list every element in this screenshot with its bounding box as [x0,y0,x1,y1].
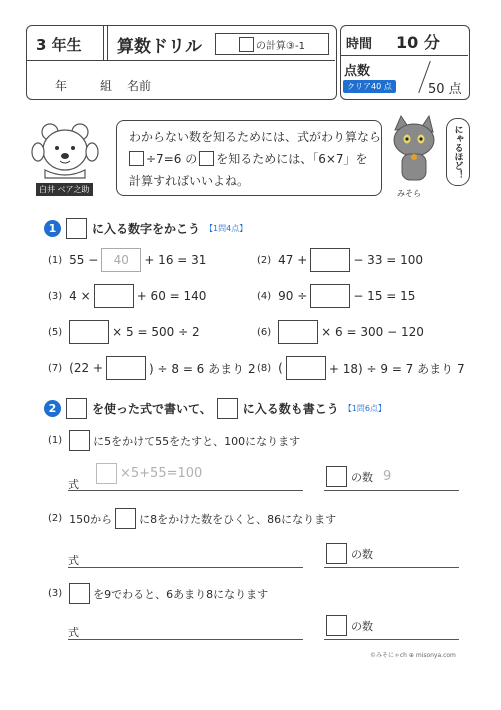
intro-line-1: わからない数を知るためには、式がわり算なら [129,130,382,144]
problem-8: (8) ( + 18) ÷ 9 = 7 あまり 7 [257,356,465,380]
intro-line-3: 計算すればいいよね。 [129,174,250,188]
word-problem-2: (2) 150から に8をかけた数をひくと、86になります [48,508,336,529]
blank-box-icon [239,37,254,52]
intro-line-2 [129,150,368,167]
clear-badge: クリア40 点 [343,80,396,93]
problem-1: (1) 55 − 40 + 16 = 31 [48,248,206,272]
section1-instruction: に入る数字をかこう [92,222,201,236]
cat-thought-bubble [446,118,470,186]
grade-label: 3 年生 [36,36,82,54]
cat-name-tag: みそら [397,189,421,198]
cat-icon [385,112,440,187]
problem-6: (6) × 6 = 300 − 120 [257,320,424,344]
problem-5: (5) × 5 = 500 ÷ 2 [48,320,200,344]
blank-box-icon [69,430,90,451]
header-divider-h [27,60,335,61]
answer-box[interactable] [69,320,109,344]
answer-box[interactable] [101,248,141,272]
formula-line-3[interactable] [68,639,303,640]
problem-4: (4) 90 ÷ − 15 = 15 [257,284,415,308]
score-divider [341,55,468,56]
bear-name-tag: 白井 ベア之助 [36,183,93,196]
section1-points: 【1問4点】 [205,224,248,233]
blank-box-icon [217,398,238,419]
blank-box-icon [69,583,90,604]
section2-header [44,398,386,419]
formula-label-3: 式 [68,626,79,639]
number-answer-2: の数 [326,543,373,564]
drill-title: 算数ドリル [117,37,202,57]
answer-box[interactable] [310,248,350,272]
header-divider-v2 [107,26,108,60]
answer-box[interactable] [286,356,326,380]
cat-thought-text: にゃるほど！ [452,125,463,179]
section2-instruction-b: に入る数も書こう [242,402,339,416]
subtitle-text: の計算③-1 [256,40,305,52]
section2-points: 【1問6点】 [343,404,386,413]
section2-instruction-a: を使った式で書いて、 [92,402,212,416]
section2-badge: 2 [44,400,61,417]
answer-box[interactable] [278,320,318,344]
answer-box[interactable] [310,284,350,308]
score-label: 点数 [344,64,371,79]
score-total: 50 点 [428,82,462,97]
problem-3: (3) 4 × + 60 = 140 [48,284,206,308]
footer-credit: ©みそにゃch ⊕ misonya.com [370,652,456,659]
blank-box-icon [66,218,87,239]
blank-box-icon [199,151,214,166]
word-problem-1: (1) に5をかけて55をたすと、100になります [48,430,300,451]
blank-box-icon [66,398,87,419]
answer-box[interactable] [94,284,134,308]
cat-character [385,112,440,187]
formula-line-2[interactable] [68,567,303,568]
class-group-label: 組 [100,79,113,93]
formula-label-2: 式 [68,554,79,567]
section1-badge: 1 [44,220,61,237]
problem-7: (7) (22 + ) ÷ 8 = 6 あまり 2 [48,356,256,380]
answer-box[interactable] [326,615,347,636]
example-formula: ×5+55=100 [96,463,202,484]
name-label: 名前 [127,79,152,93]
answer-box[interactable] [106,356,146,380]
number-answer-1: の数 9 [326,466,391,487]
example-value: 40 [113,253,129,267]
section1-header [44,218,247,239]
formula-line-1[interactable] [68,490,303,491]
number-answer-3: の数 [326,615,373,636]
class-year-label: 年 [55,79,68,93]
bear-character [30,118,100,190]
answer-box[interactable] [326,466,347,487]
number-line-3[interactable] [324,639,459,640]
number-line-1[interactable] [324,490,459,491]
time-value: 10 分 [396,33,440,52]
blank-box-icon [115,508,136,529]
problem-2: (2) 47 + − 33 = 100 [257,248,423,272]
header-divider-v1 [103,26,104,60]
formula-label-1: 式 [68,478,79,491]
answer-box[interactable] [326,543,347,564]
subtitle-tag [215,33,329,55]
bear-icon [30,118,100,190]
blank-box-icon [129,151,144,166]
time-label: 時間 [346,37,373,52]
intro-line-2b: を知るためには、「6×7」を [216,152,368,166]
word-problem-3: (3) を9でわると、6あまり8になります [48,583,268,604]
intro-line-2a: ÷7=6 の [146,152,198,166]
number-line-2[interactable] [324,567,459,568]
blank-box-icon [96,463,117,484]
